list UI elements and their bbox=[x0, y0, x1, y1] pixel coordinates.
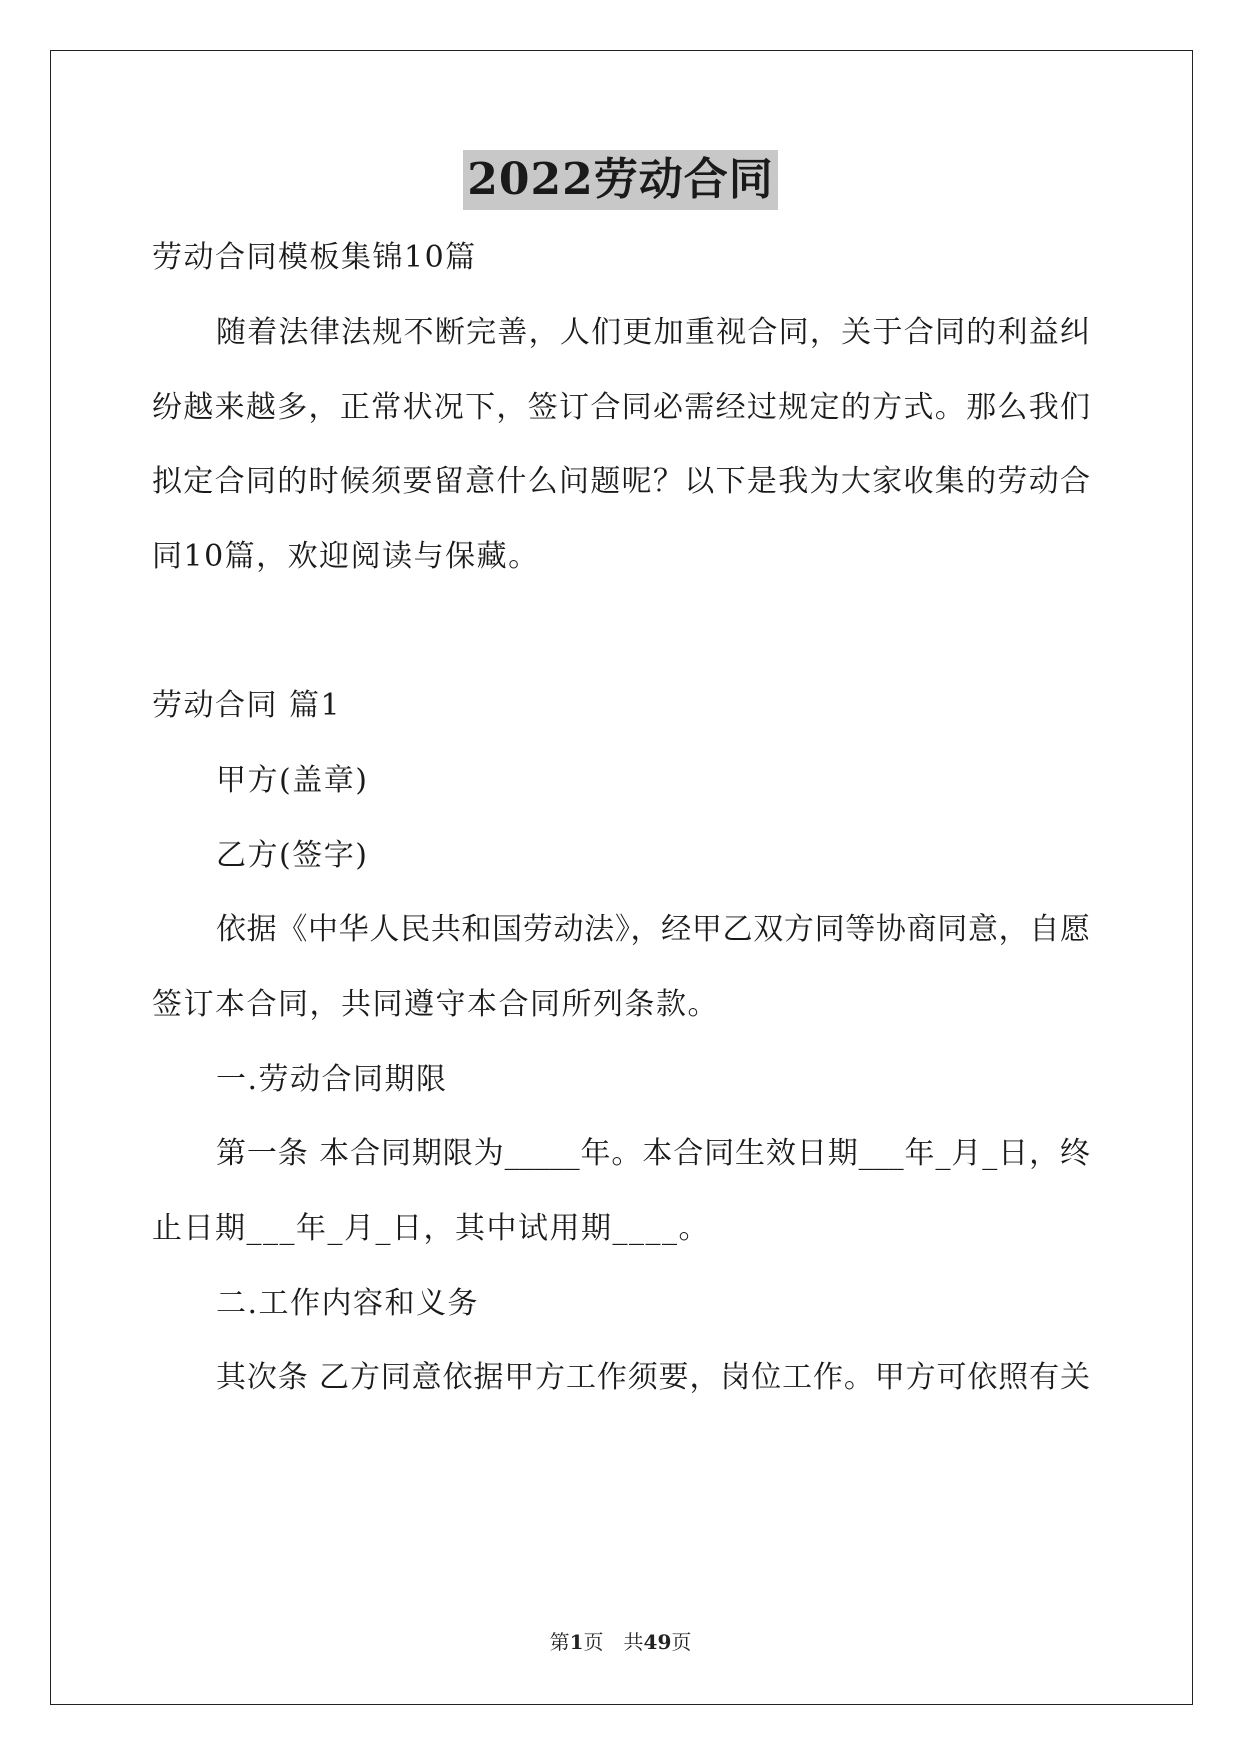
clause2-heading: 二.工作内容和义务 bbox=[216, 1286, 480, 1321]
intro-line-4: 同10篇，欢迎阅读与保藏。 bbox=[152, 539, 540, 574]
party-a-label: 甲方(盖章) bbox=[216, 763, 369, 798]
current-page-number: 1 bbox=[569, 1630, 584, 1654]
footer-middle: 页 共 bbox=[583, 1630, 644, 1654]
page-border bbox=[50, 50, 1193, 1705]
section-heading: 劳动合同 篇1 bbox=[152, 688, 342, 723]
party-b-label: 乙方(签字) bbox=[216, 838, 369, 873]
footer-suffix: 页 bbox=[671, 1630, 692, 1654]
basis-line-2: 签订本合同，共同遵守本合同所列条款。 bbox=[152, 987, 719, 1022]
clause1-heading: 一.劳动合同期限 bbox=[216, 1062, 448, 1097]
basis-line-1: 依据《中华人民共和国劳动法》，经甲乙双方同等协商同意，自愿 bbox=[216, 912, 1090, 947]
page-footer bbox=[0, 1629, 1241, 1655]
title-container bbox=[0, 150, 1241, 210]
clause1-line-1: 第一条 本合同期限为_____年。本合同生效日期___年_月_日，终 bbox=[216, 1136, 1090, 1171]
intro-line-2: 纷越来越多，正常状况下，签订合同必需经过规定的方式。那么我们 bbox=[152, 390, 1090, 425]
total-page-number: 49 bbox=[643, 1630, 672, 1654]
intro-line-1: 随着法律法规不断完善，人们更加重视合同，关于合同的利益纠 bbox=[216, 315, 1090, 350]
intro-line-3: 拟定合同的时候须要留意什么问题呢？以下是我为大家收集的劳动合 bbox=[152, 464, 1090, 499]
clause2-line-1: 其次条 乙方同意依据甲方工作须要，岗位工作。甲方可依照有关 bbox=[216, 1360, 1090, 1395]
document-title: 2022劳动合同 bbox=[463, 150, 777, 210]
footer-prefix: 第 bbox=[549, 1630, 570, 1654]
document-subtitle: 劳动合同模板集锦10篇 bbox=[152, 240, 477, 275]
clause1-line-2: 止日期___年_月_日，其中试用期____。 bbox=[152, 1211, 710, 1246]
